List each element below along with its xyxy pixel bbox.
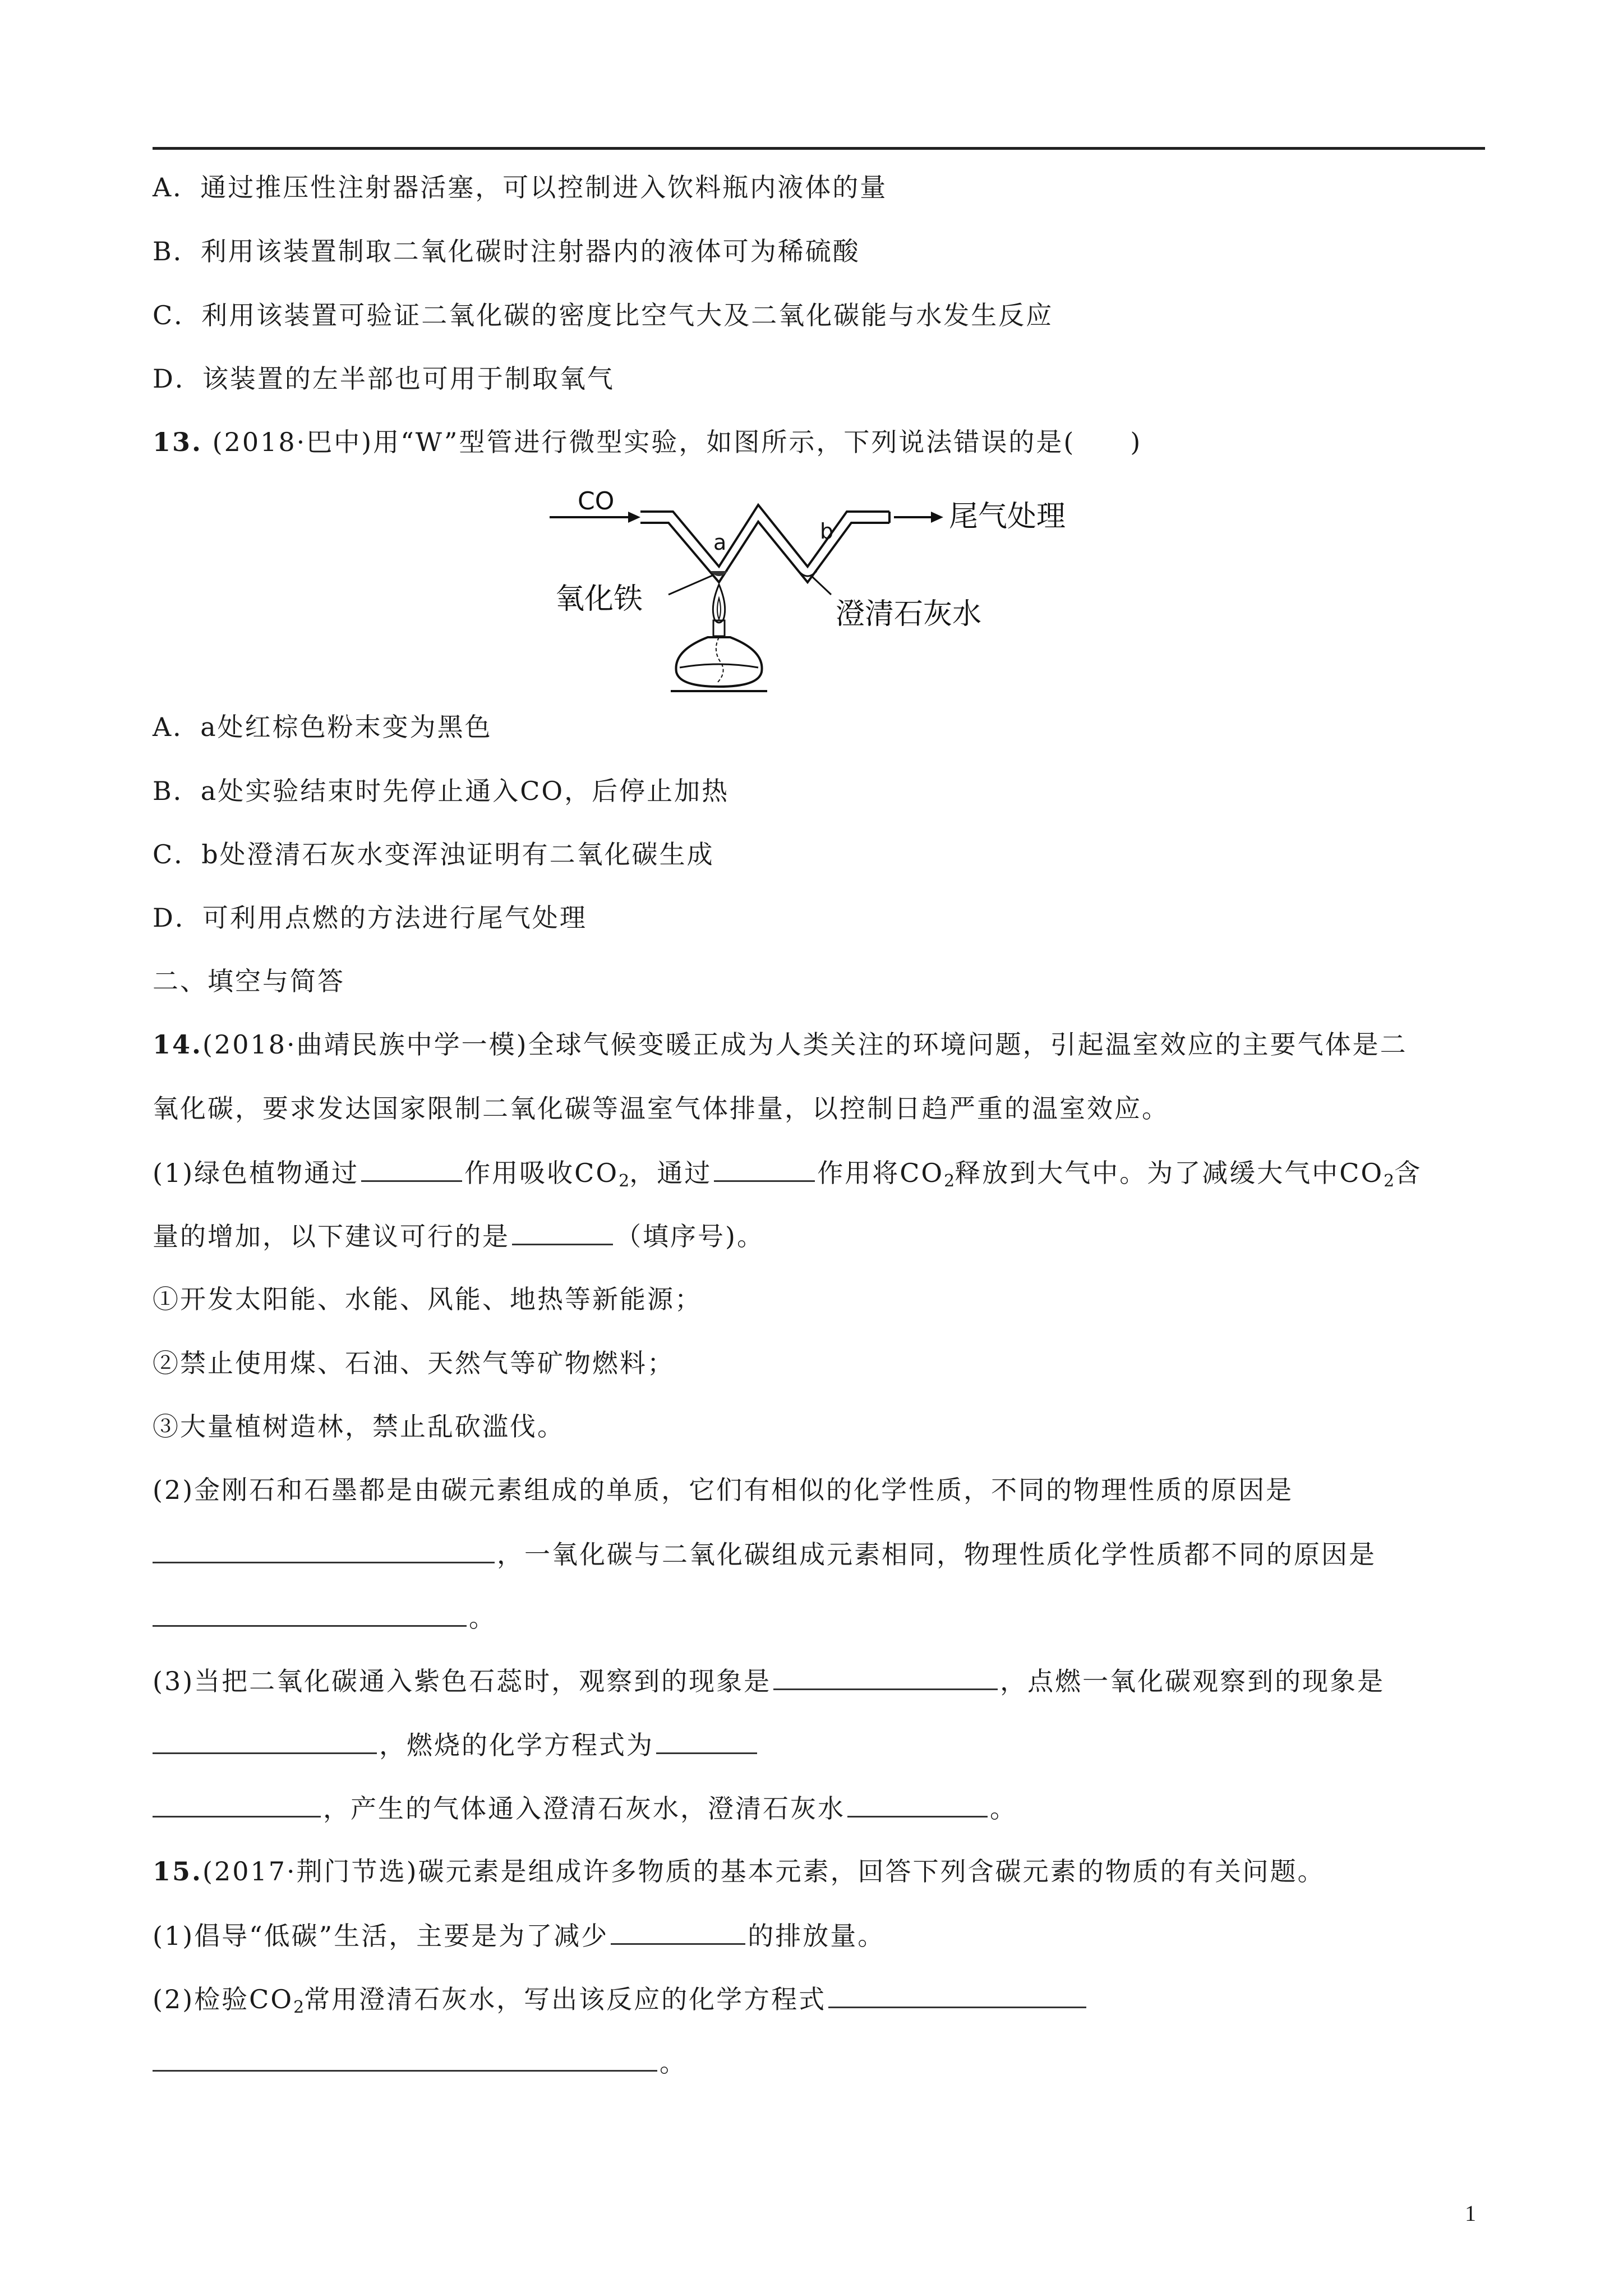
q14-p1-text-b: 作用吸收CO <box>464 1158 619 1188</box>
q14-p1-text-a: (1)绿色植物通过 <box>153 1158 359 1188</box>
q14-p1-text-c: ，通过 <box>629 1158 712 1188</box>
answer-blank[interactable] <box>714 1156 815 1182</box>
q15-p1-text-a: (1)倡导“低碳”生活，主要是为了减少 <box>153 1921 609 1951</box>
limewater-label: 澄清石灰水 <box>836 597 982 631</box>
answer-blank[interactable] <box>361 1156 462 1182</box>
q14-p3-line3-end: 。 <box>990 1793 1017 1824</box>
w-tube-outer <box>640 505 889 567</box>
q14-item1: ①开发太阳能、水能、风能、地热等新能源； <box>153 1284 702 1314</box>
answer-blank[interactable] <box>847 1791 988 1818</box>
q14-item3: ③大量植树造林，禁止乱砍滥伐。 <box>153 1411 565 1442</box>
label-a: a <box>713 530 727 555</box>
header-rule <box>153 147 1485 150</box>
iron-oxide-label: 氧化铁 <box>555 582 643 616</box>
q14-p1-text-e: 释放到大气中。为了减缓大气中CO <box>955 1158 1384 1188</box>
subscript: 2 <box>944 1171 955 1191</box>
page-number: 1 <box>1465 2201 1476 2226</box>
q14-p3-line3-text: ，产生的气体通入澄清石灰水，澄清石灰水 <box>323 1793 845 1824</box>
answer-blank[interactable] <box>773 1664 998 1690</box>
answer-blank[interactable] <box>153 1600 467 1627</box>
q13-stem <box>153 425 1142 459</box>
flame <box>713 585 725 623</box>
q14-item2: ②禁止使用煤、石油、天然气等矿物燃料； <box>153 1348 675 1378</box>
answer-blank[interactable] <box>611 1918 745 1945</box>
subscript: 2 <box>293 1998 305 2017</box>
q14-stem-line1 <box>153 1028 1408 1061</box>
q13-option-d: D．可利用点燃的方法进行尾气处理 <box>153 903 587 933</box>
co-label: CO <box>578 487 615 516</box>
lamp-liquid <box>680 664 758 668</box>
q13-option-c: C．b处澄清石灰水变浑浊证明有二氧化碳生成 <box>153 839 714 869</box>
q14-number: 14. <box>153 1029 203 1060</box>
q14-p2-line3-end: 。 <box>469 1603 496 1633</box>
q14-part2-line2 <box>153 1537 1376 1571</box>
q14-part2-line1: (2)金刚石和石墨都是由碳元素组成的单质，它们有相似的化学性质，不同的物理性质的原因是 <box>153 1475 1294 1505</box>
co-arrowhead <box>628 512 640 523</box>
answer-blank[interactable] <box>656 1728 757 1754</box>
q13-option-a: A．a处红棕色粉末变为黑色 <box>153 712 492 742</box>
q15-part2-line2 <box>153 2045 687 2079</box>
q15-part2-line1 <box>153 1982 1089 2024</box>
q15-stem-text: (2017·荆门节选)碳元素是组成许多物质的基本元素，回答下列含碳元素的物质的有关问题。 <box>202 1856 1325 1887</box>
q14-p3-text-a: (3)当把二氧化碳通入紫色石蕊时，观察到的现象是 <box>153 1666 772 1696</box>
answer-blank[interactable] <box>828 1982 1086 2008</box>
answer-blank[interactable] <box>153 1728 377 1754</box>
w-tube-inner <box>640 522 889 582</box>
q15-p1-text-b: 的排放量。 <box>748 1921 886 1951</box>
q14-p1-line2-text: 量的增加，以下建议可行的是 <box>153 1221 510 1251</box>
q13-stem-text: (2018·巴中)用“W”型管进行微型实验，如图所示，下列说法错误的是( ) <box>212 427 1142 457</box>
q14-p3-text-b: ，点燃一氧化碳观察到的现象是 <box>1000 1666 1385 1696</box>
section-title: 二、填空与简答 <box>153 966 345 996</box>
q15-part1 <box>153 1918 885 1953</box>
label-b: b <box>820 519 834 544</box>
q12-option-d: D．该装置的左半部也可用于制取氧气 <box>153 364 615 394</box>
q15-stem <box>153 1855 1325 1888</box>
q12-option-a: A．通过推压性注射器活塞，可以控制进入饮料瓶内液体的量 <box>153 172 888 203</box>
q14-part3-line2 <box>153 1728 759 1762</box>
q14-stem-text: (2018·曲靖民族中学一模)全球气候变暖正成为人类关注的环境问题，引起温室效应的主要气体是二 <box>202 1029 1408 1060</box>
q13-option-b: B．a处实验结束时先停止通入CO，后停止加热 <box>153 776 730 806</box>
q14-part2-line3 <box>153 1600 496 1635</box>
exhaust-label: 尾气处理 <box>949 500 1066 533</box>
answer-blank[interactable] <box>153 1791 321 1818</box>
q14-p1-text-f: 含 <box>1394 1158 1422 1188</box>
answer-blank[interactable] <box>153 1537 495 1563</box>
q14-p2-line2-text: ，一氧化碳与二氧化碳组成元素相同，物理性质化学性质都不同的原因是 <box>497 1539 1376 1570</box>
subscript: 2 <box>619 1171 630 1191</box>
q15-p2-text-b: 常用澄清石灰水，写出该反应的化学方程式 <box>304 1984 827 2014</box>
q13-number: 13. <box>153 427 203 457</box>
q14-p1-text-d: 作用将CO <box>817 1158 944 1188</box>
q15-p2-end: 。 <box>660 2047 687 2078</box>
lamp-wick <box>716 637 723 683</box>
q14-part1-line2 <box>153 1219 764 1253</box>
q15-number: 15. <box>153 1856 203 1887</box>
q14-part3-line3 <box>153 1791 1017 1825</box>
exhaust-arrowhead <box>931 512 943 523</box>
answer-blank[interactable] <box>512 1219 613 1245</box>
q14-part3-line1 <box>153 1664 1385 1698</box>
q12-option-c: C．利用该装置可验证二氧化碳的密度比空气大及二氧化碳能与水发生反应 <box>153 300 1054 330</box>
subscript: 2 <box>1384 1171 1395 1191</box>
answer-blank[interactable] <box>153 2045 657 2072</box>
limewater-leader <box>811 576 831 595</box>
inner-flame <box>717 598 721 619</box>
q15-p2-text-a: (2)检验CO <box>153 1984 294 2014</box>
q14-stem-line2: 氧化碳，要求发达国家限制二氧化碳等温室气体排量，以控制日趋严重的温室效应。 <box>153 1093 1169 1124</box>
q12-option-b: B．利用该装置制取二氧化碳时注射器内的液体可为稀硫酸 <box>153 236 860 266</box>
q14-part1-line1 <box>153 1156 1422 1198</box>
q14-p1-line2-end: （填序号)。 <box>615 1221 764 1251</box>
w-tube-diagram <box>544 482 1116 696</box>
iron-oxide-leader <box>668 576 712 595</box>
q14-p3-line2-text: ，燃烧的化学方程式为 <box>379 1730 654 1760</box>
alcohol-lamp <box>676 637 762 687</box>
